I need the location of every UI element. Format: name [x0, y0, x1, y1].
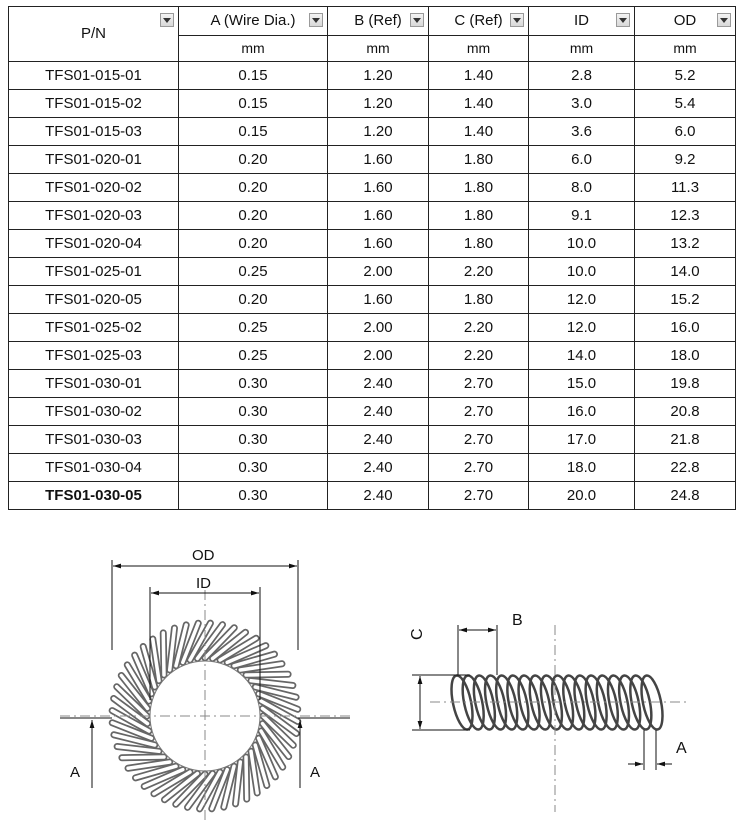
- value-cell: 0.25: [179, 258, 328, 286]
- value-cell: 1.20: [328, 62, 429, 90]
- coil-segment: [163, 633, 164, 675]
- pn-cell: TFS01-020-03: [9, 202, 179, 230]
- header-id: [529, 7, 635, 36]
- value-cell: 18.0: [635, 342, 736, 370]
- value-cell: 0.20: [179, 202, 328, 230]
- dropdown-arrow-icon: [312, 18, 320, 23]
- value-cell: 12.0: [529, 286, 635, 314]
- value-cell: 0.20: [179, 286, 328, 314]
- header-od: [635, 7, 736, 36]
- table-row: [9, 314, 736, 342]
- spring-diagram: [0, 530, 750, 822]
- id-label: ID: [196, 575, 211, 592]
- od-label: OD: [192, 547, 215, 564]
- value-cell: 12.3: [635, 202, 736, 230]
- dropdown-arrow-icon: [619, 18, 627, 23]
- table-row: [9, 426, 736, 454]
- c-label: C: [409, 628, 426, 640]
- value-cell: 12.0: [529, 314, 635, 342]
- unit-cell: mm: [635, 36, 736, 62]
- value-cell: 0.15: [179, 62, 328, 90]
- value-cell: 1.40: [429, 90, 529, 118]
- value-cell: 2.40: [328, 454, 429, 482]
- value-cell: 15.2: [635, 286, 736, 314]
- value-cell: 0.30: [179, 454, 328, 482]
- value-cell: 1.60: [328, 146, 429, 174]
- pn-cell: TFS01-020-05: [9, 286, 179, 314]
- header-b: [328, 7, 429, 36]
- value-cell: 2.40: [328, 482, 429, 510]
- dropdown-arrow-icon: [720, 18, 728, 23]
- filter-dropdown-button[interactable]: [410, 13, 424, 27]
- value-cell: 0.15: [179, 118, 328, 146]
- value-cell: 2.40: [328, 398, 429, 426]
- value-cell: 15.0: [529, 370, 635, 398]
- table-row: [9, 174, 736, 202]
- value-cell: 1.20: [328, 90, 429, 118]
- table-row: [9, 146, 736, 174]
- value-cell: 1.40: [429, 62, 529, 90]
- table-row: [9, 342, 736, 370]
- value-cell: 0.20: [179, 174, 328, 202]
- value-cell: 2.00: [328, 314, 429, 342]
- value-cell: 1.20: [328, 118, 429, 146]
- filter-dropdown-button[interactable]: [160, 13, 174, 27]
- header-label: P/N: [80, 25, 106, 42]
- value-cell: 0.20: [179, 146, 328, 174]
- unit-cell: mm: [429, 36, 529, 62]
- value-cell: 20.8: [635, 398, 736, 426]
- value-cell: 24.8: [635, 482, 736, 510]
- value-cell: 9.1: [529, 202, 635, 230]
- value-cell: 2.70: [429, 398, 529, 426]
- value-cell: 2.70: [429, 482, 529, 510]
- value-cell: 5.4: [635, 90, 736, 118]
- value-cell: 5.2: [635, 62, 736, 90]
- value-cell: 6.0: [529, 146, 635, 174]
- value-cell: 0.30: [179, 398, 328, 426]
- value-cell: 14.0: [529, 342, 635, 370]
- filter-dropdown-button[interactable]: [510, 13, 524, 27]
- filter-dropdown-button[interactable]: [717, 13, 731, 27]
- value-cell: 10.0: [529, 258, 635, 286]
- unit-cell: mm: [328, 36, 429, 62]
- unit-cell: mm: [529, 36, 635, 62]
- ring-spring-view: [60, 547, 350, 820]
- coil-segment: [122, 757, 164, 758]
- filter-dropdown-button[interactable]: [309, 13, 323, 27]
- header-pn: [9, 7, 179, 62]
- header-label: B (Ref): [354, 12, 402, 29]
- table-row: [9, 398, 736, 426]
- coil-segment: [246, 674, 288, 675]
- table-row: [9, 370, 736, 398]
- value-cell: 1.80: [429, 146, 529, 174]
- table-row: [9, 118, 736, 146]
- value-cell: 1.40: [429, 118, 529, 146]
- value-cell: 2.40: [328, 426, 429, 454]
- value-cell: 0.15: [179, 90, 328, 118]
- dropdown-arrow-icon: [413, 18, 421, 23]
- value-cell: 9.2: [635, 146, 736, 174]
- header-c: [429, 7, 529, 36]
- pn-cell: TFS01-015-01: [9, 62, 179, 90]
- table-row: [9, 258, 736, 286]
- pn-cell: TFS01-030-05: [9, 482, 179, 510]
- value-cell: 6.0: [635, 118, 736, 146]
- pn-cell: TFS01-025-02: [9, 314, 179, 342]
- table-row: [9, 62, 736, 90]
- value-cell: 2.20: [429, 342, 529, 370]
- a-right-label: A: [310, 764, 321, 781]
- coil-segment: [246, 757, 247, 799]
- value-cell: 0.30: [179, 482, 328, 510]
- table-body: [9, 62, 736, 510]
- table-row: [9, 482, 736, 510]
- value-cell: 17.0: [529, 426, 635, 454]
- value-cell: 2.40: [328, 370, 429, 398]
- value-cell: 2.00: [328, 258, 429, 286]
- value-cell: 2.70: [429, 370, 529, 398]
- header-label: A (Wire Dia.): [210, 12, 296, 29]
- value-cell: 0.30: [179, 426, 328, 454]
- pn-cell: TFS01-020-04: [9, 230, 179, 258]
- value-cell: 1.80: [429, 174, 529, 202]
- pn-cell: TFS01-030-01: [9, 370, 179, 398]
- value-cell: 2.8: [529, 62, 635, 90]
- value-cell: 2.70: [429, 426, 529, 454]
- header-row: [9, 7, 736, 36]
- value-cell: 0.25: [179, 314, 328, 342]
- value-cell: 2.70: [429, 454, 529, 482]
- unit-cell: mm: [179, 36, 328, 62]
- filter-dropdown-button[interactable]: [616, 13, 630, 27]
- pn-cell: TFS01-025-03: [9, 342, 179, 370]
- value-cell: 2.00: [328, 342, 429, 370]
- pn-cell: TFS01-030-02: [9, 398, 179, 426]
- value-cell: 22.8: [635, 454, 736, 482]
- spec-table: [8, 6, 736, 510]
- value-cell: 0.30: [179, 370, 328, 398]
- value-cell: 0.20: [179, 230, 328, 258]
- value-cell: 3.0: [529, 90, 635, 118]
- table-row: [9, 230, 736, 258]
- value-cell: 1.80: [429, 202, 529, 230]
- dropdown-arrow-icon: [163, 18, 171, 23]
- pn-cell: TFS01-015-02: [9, 90, 179, 118]
- table-row: [9, 454, 736, 482]
- value-cell: 14.0: [635, 258, 736, 286]
- value-cell: 2.20: [429, 314, 529, 342]
- a-left-label: A: [70, 764, 81, 781]
- a-label: A: [676, 740, 687, 757]
- value-cell: 2.20: [429, 258, 529, 286]
- value-cell: 1.80: [429, 286, 529, 314]
- pn-cell: TFS01-015-03: [9, 118, 179, 146]
- b-label: B: [512, 612, 523, 629]
- value-cell: 1.80: [429, 230, 529, 258]
- pn-cell: TFS01-020-02: [9, 174, 179, 202]
- value-cell: 1.60: [328, 286, 429, 314]
- value-cell: 0.25: [179, 342, 328, 370]
- header-label: OD: [673, 12, 697, 29]
- value-cell: 10.0: [529, 230, 635, 258]
- value-cell: 16.0: [529, 398, 635, 426]
- coil-side-view: [409, 612, 690, 812]
- pn-cell: TFS01-030-03: [9, 426, 179, 454]
- value-cell: 18.0: [529, 454, 635, 482]
- header-a: [179, 7, 328, 36]
- pn-cell: TFS01-025-01: [9, 258, 179, 286]
- table-row: [9, 286, 736, 314]
- value-cell: 1.60: [328, 202, 429, 230]
- table-row: [9, 202, 736, 230]
- pn-cell: TFS01-030-04: [9, 454, 179, 482]
- value-cell: 13.2: [635, 230, 736, 258]
- value-cell: 8.0: [529, 174, 635, 202]
- table-row: [9, 90, 736, 118]
- value-cell: 3.6: [529, 118, 635, 146]
- value-cell: 19.8: [635, 370, 736, 398]
- value-cell: 1.60: [328, 174, 429, 202]
- header-label: ID: [574, 12, 589, 29]
- value-cell: 16.0: [635, 314, 736, 342]
- value-cell: 1.60: [328, 230, 429, 258]
- pn-cell: TFS01-020-01: [9, 146, 179, 174]
- value-cell: 21.8: [635, 426, 736, 454]
- value-cell: 20.0: [529, 482, 635, 510]
- value-cell: 11.3: [635, 174, 736, 202]
- dropdown-arrow-icon: [513, 18, 521, 23]
- header-label: C (Ref): [454, 12, 503, 29]
